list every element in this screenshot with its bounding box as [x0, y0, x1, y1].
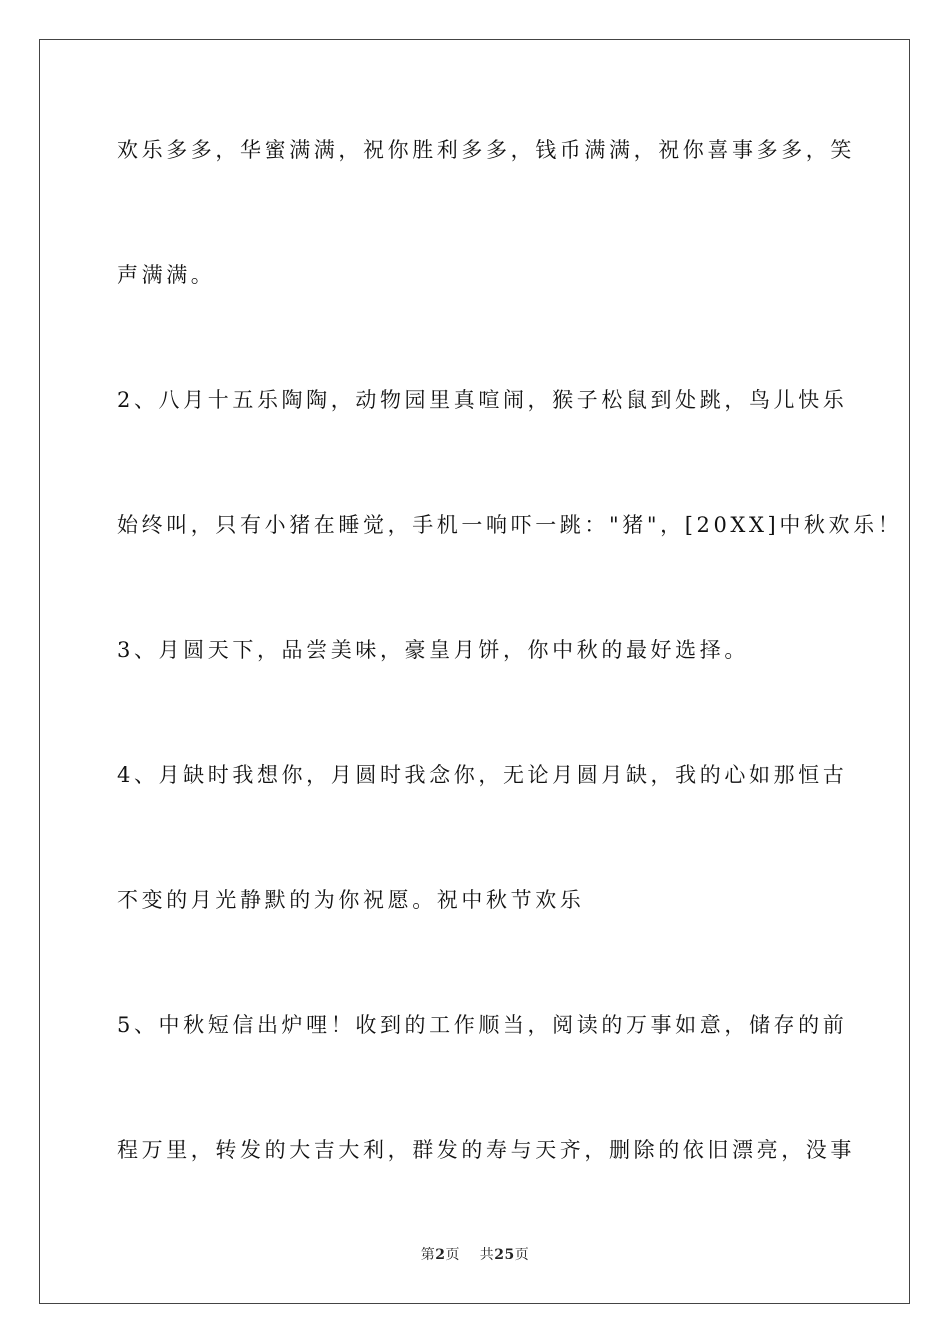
page-suffix: 页	[445, 1247, 460, 1263]
text-line-2: 声满满。	[117, 263, 216, 287]
page-prefix: 第	[420, 1247, 436, 1263]
total-pages: 25	[494, 1247, 515, 1263]
text-line-3: 2、八月十五乐陶陶，动物园里真喧闹，猴子松鼠到处跳，鸟儿快乐	[117, 388, 848, 412]
text-line-6: 4、月缺时我想你，月圆时我念你，无论月圆月缺，我的心如那恒古	[117, 763, 848, 787]
total-prefix: 共	[479, 1247, 495, 1263]
total-suffix: 页	[514, 1247, 530, 1263]
text-line-5: 3、月圆天下，品尝美味，豪皇月饼，你中秋的最好选择。	[117, 638, 749, 662]
page-footer	[0, 1244, 950, 1264]
page-border	[39, 39, 910, 1304]
page-number: 2	[435, 1247, 446, 1263]
text-line-4: 始终叫，只有小猪在睡觉，手机一响吓一跳："猪"，[20XX]中秋欢乐！	[117, 513, 903, 537]
text-line-1: 欢乐多多，华蜜满满，祝你胜利多多，钱币满满，祝你喜事多多，笑	[117, 138, 855, 162]
text-line-7: 不变的月光静默的为你祝愿。祝中秋节欢乐	[117, 888, 585, 912]
text-line-9: 程万里，转发的大吉大利，群发的寿与天齐，删除的依旧漂亮，没事	[117, 1138, 855, 1162]
text-line-8: 5、中秋短信出炉哩！收到的工作顺当，阅读的万事如意，储存的前	[117, 1013, 848, 1037]
